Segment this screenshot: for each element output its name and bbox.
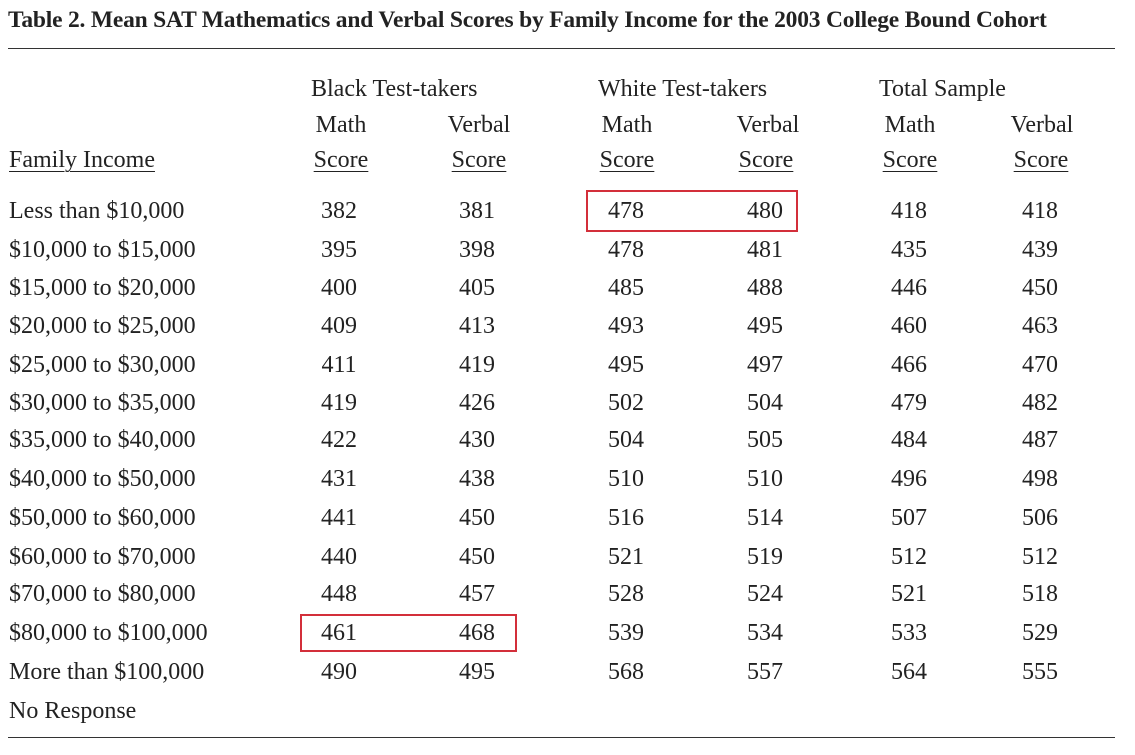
cell-total-math: 564 xyxy=(891,659,927,685)
header-white-math-score: Score xyxy=(599,147,655,173)
header-group-white: White Test-takers xyxy=(598,76,768,102)
bottom-rule xyxy=(8,737,1115,738)
cell-white-verbal: 497 xyxy=(747,352,783,378)
cell-white-verbal: 534 xyxy=(747,620,783,646)
cell-total-verbal: 439 xyxy=(1022,237,1058,263)
cell-black-verbal: 450 xyxy=(459,505,495,531)
cell-black-verbal: 468 xyxy=(459,620,495,646)
header-black-verbal-score: Score xyxy=(451,147,507,173)
cell-total-verbal: 518 xyxy=(1022,581,1058,607)
cell-white-math: 521 xyxy=(608,544,644,570)
cell-white-verbal: 514 xyxy=(747,505,783,531)
cell-black-math: 422 xyxy=(321,427,357,453)
cell-total-verbal: 450 xyxy=(1022,275,1058,301)
header-white-verbal-score: Score xyxy=(738,147,794,173)
cell-total-math: 496 xyxy=(891,466,927,492)
cell-white-verbal: 557 xyxy=(747,659,783,685)
cell-white-verbal: 504 xyxy=(747,390,783,416)
row-income: No Response xyxy=(9,698,137,724)
cell-black-verbal: 398 xyxy=(459,237,495,263)
cell-black-math: 461 xyxy=(321,620,357,646)
row-income: $25,000 to $30,000 xyxy=(9,352,196,378)
cell-white-verbal: 495 xyxy=(747,313,783,339)
cell-white-math: 528 xyxy=(608,581,644,607)
table-title: Table 2. Mean SAT Mathematics and Verbal Scores by Family Income for the 2003 College Bound Cohort xyxy=(8,7,1047,33)
header-total-verbal-score: Score xyxy=(1013,147,1069,173)
cell-white-verbal: 505 xyxy=(747,427,783,453)
cell-white-verbal: 481 xyxy=(747,237,783,263)
cell-white-math: 568 xyxy=(608,659,644,685)
cell-white-verbal: 480 xyxy=(747,198,783,224)
cell-black-verbal: 457 xyxy=(459,581,495,607)
cell-white-math: 495 xyxy=(608,352,644,378)
cell-total-math: 533 xyxy=(891,620,927,646)
header-group-black: Black Test-takers xyxy=(311,76,478,102)
header-group-total: Total Sample xyxy=(879,76,1006,102)
cell-black-verbal: 405 xyxy=(459,275,495,301)
highlight-box-black-80k-100k xyxy=(300,614,517,652)
cell-total-math: 479 xyxy=(891,390,927,416)
cell-total-math: 484 xyxy=(891,427,927,453)
cell-total-math: 521 xyxy=(891,581,927,607)
cell-black-verbal: 450 xyxy=(459,544,495,570)
cell-black-verbal: 430 xyxy=(459,427,495,453)
highlight-box-white-lowest-income xyxy=(586,190,798,232)
cell-black-verbal: 426 xyxy=(459,390,495,416)
cell-black-math: 441 xyxy=(321,505,357,531)
cell-black-math: 440 xyxy=(321,544,357,570)
cell-white-math: 478 xyxy=(608,198,644,224)
cell-white-math: 516 xyxy=(608,505,644,531)
header-total-math: Math xyxy=(884,112,936,138)
row-income: Less than $10,000 xyxy=(9,198,185,224)
header-white-verbal: Verbal xyxy=(736,112,800,138)
cell-black-math: 431 xyxy=(321,466,357,492)
cell-white-verbal: 488 xyxy=(747,275,783,301)
cell-black-math: 490 xyxy=(321,659,357,685)
cell-white-math: 510 xyxy=(608,466,644,492)
cell-white-math: 502 xyxy=(608,390,644,416)
cell-white-math: 485 xyxy=(608,275,644,301)
row-income: $10,000 to $15,000 xyxy=(9,237,196,263)
cell-total-verbal: 529 xyxy=(1022,620,1058,646)
cell-total-verbal: 555 xyxy=(1022,659,1058,685)
cell-total-math: 512 xyxy=(891,544,927,570)
cell-white-math: 493 xyxy=(608,313,644,339)
header-family-income: Family Income xyxy=(9,147,155,173)
cell-total-verbal: 470 xyxy=(1022,352,1058,378)
row-income: $30,000 to $35,000 xyxy=(9,390,196,416)
cell-black-verbal: 381 xyxy=(459,198,495,224)
top-rule xyxy=(8,48,1115,49)
cell-total-math: 446 xyxy=(891,275,927,301)
row-income: $40,000 to $50,000 xyxy=(9,466,196,492)
row-income: $35,000 to $40,000 xyxy=(9,427,196,453)
row-income: $70,000 to $80,000 xyxy=(9,581,196,607)
cell-black-math: 395 xyxy=(321,237,357,263)
cell-white-verbal: 524 xyxy=(747,581,783,607)
cell-total-math: 466 xyxy=(891,352,927,378)
header-black-math: Math xyxy=(315,112,367,138)
cell-black-math: 419 xyxy=(321,390,357,416)
cell-white-math: 504 xyxy=(608,427,644,453)
cell-total-verbal: 463 xyxy=(1022,313,1058,339)
cell-black-math: 409 xyxy=(321,313,357,339)
cell-total-verbal: 506 xyxy=(1022,505,1058,531)
cell-white-verbal: 510 xyxy=(747,466,783,492)
cell-total-math: 507 xyxy=(891,505,927,531)
cell-total-math: 435 xyxy=(891,237,927,263)
cell-total-verbal: 512 xyxy=(1022,544,1058,570)
cell-total-verbal: 487 xyxy=(1022,427,1058,453)
cell-total-verbal: 498 xyxy=(1022,466,1058,492)
cell-black-math: 400 xyxy=(321,275,357,301)
row-income: $80,000 to $100,000 xyxy=(9,620,208,646)
cell-black-math: 382 xyxy=(321,198,357,224)
cell-total-math: 460 xyxy=(891,313,927,339)
cell-black-math: 411 xyxy=(321,352,357,378)
header-white-math: Math xyxy=(601,112,653,138)
row-income: More than $100,000 xyxy=(9,659,205,685)
cell-total-verbal: 418 xyxy=(1022,198,1058,224)
header-total-math-score: Score xyxy=(882,147,938,173)
cell-white-math: 539 xyxy=(608,620,644,646)
row-income: $15,000 to $20,000 xyxy=(9,275,196,301)
cell-black-math: 448 xyxy=(321,581,357,607)
header-total-verbal: Verbal xyxy=(1010,112,1074,138)
cell-total-math: 418 xyxy=(891,198,927,224)
cell-total-verbal: 482 xyxy=(1022,390,1058,416)
cell-black-verbal: 495 xyxy=(459,659,495,685)
row-income: $20,000 to $25,000 xyxy=(9,313,196,339)
row-income: $50,000 to $60,000 xyxy=(9,505,196,531)
cell-black-verbal: 438 xyxy=(459,466,495,492)
header-black-math-score: Score xyxy=(313,147,369,173)
cell-white-math: 478 xyxy=(608,237,644,263)
header-black-verbal: Verbal xyxy=(447,112,511,138)
cell-white-verbal: 519 xyxy=(747,544,783,570)
row-income: $60,000 to $70,000 xyxy=(9,544,196,570)
cell-black-verbal: 419 xyxy=(459,352,495,378)
cell-black-verbal: 413 xyxy=(459,313,495,339)
